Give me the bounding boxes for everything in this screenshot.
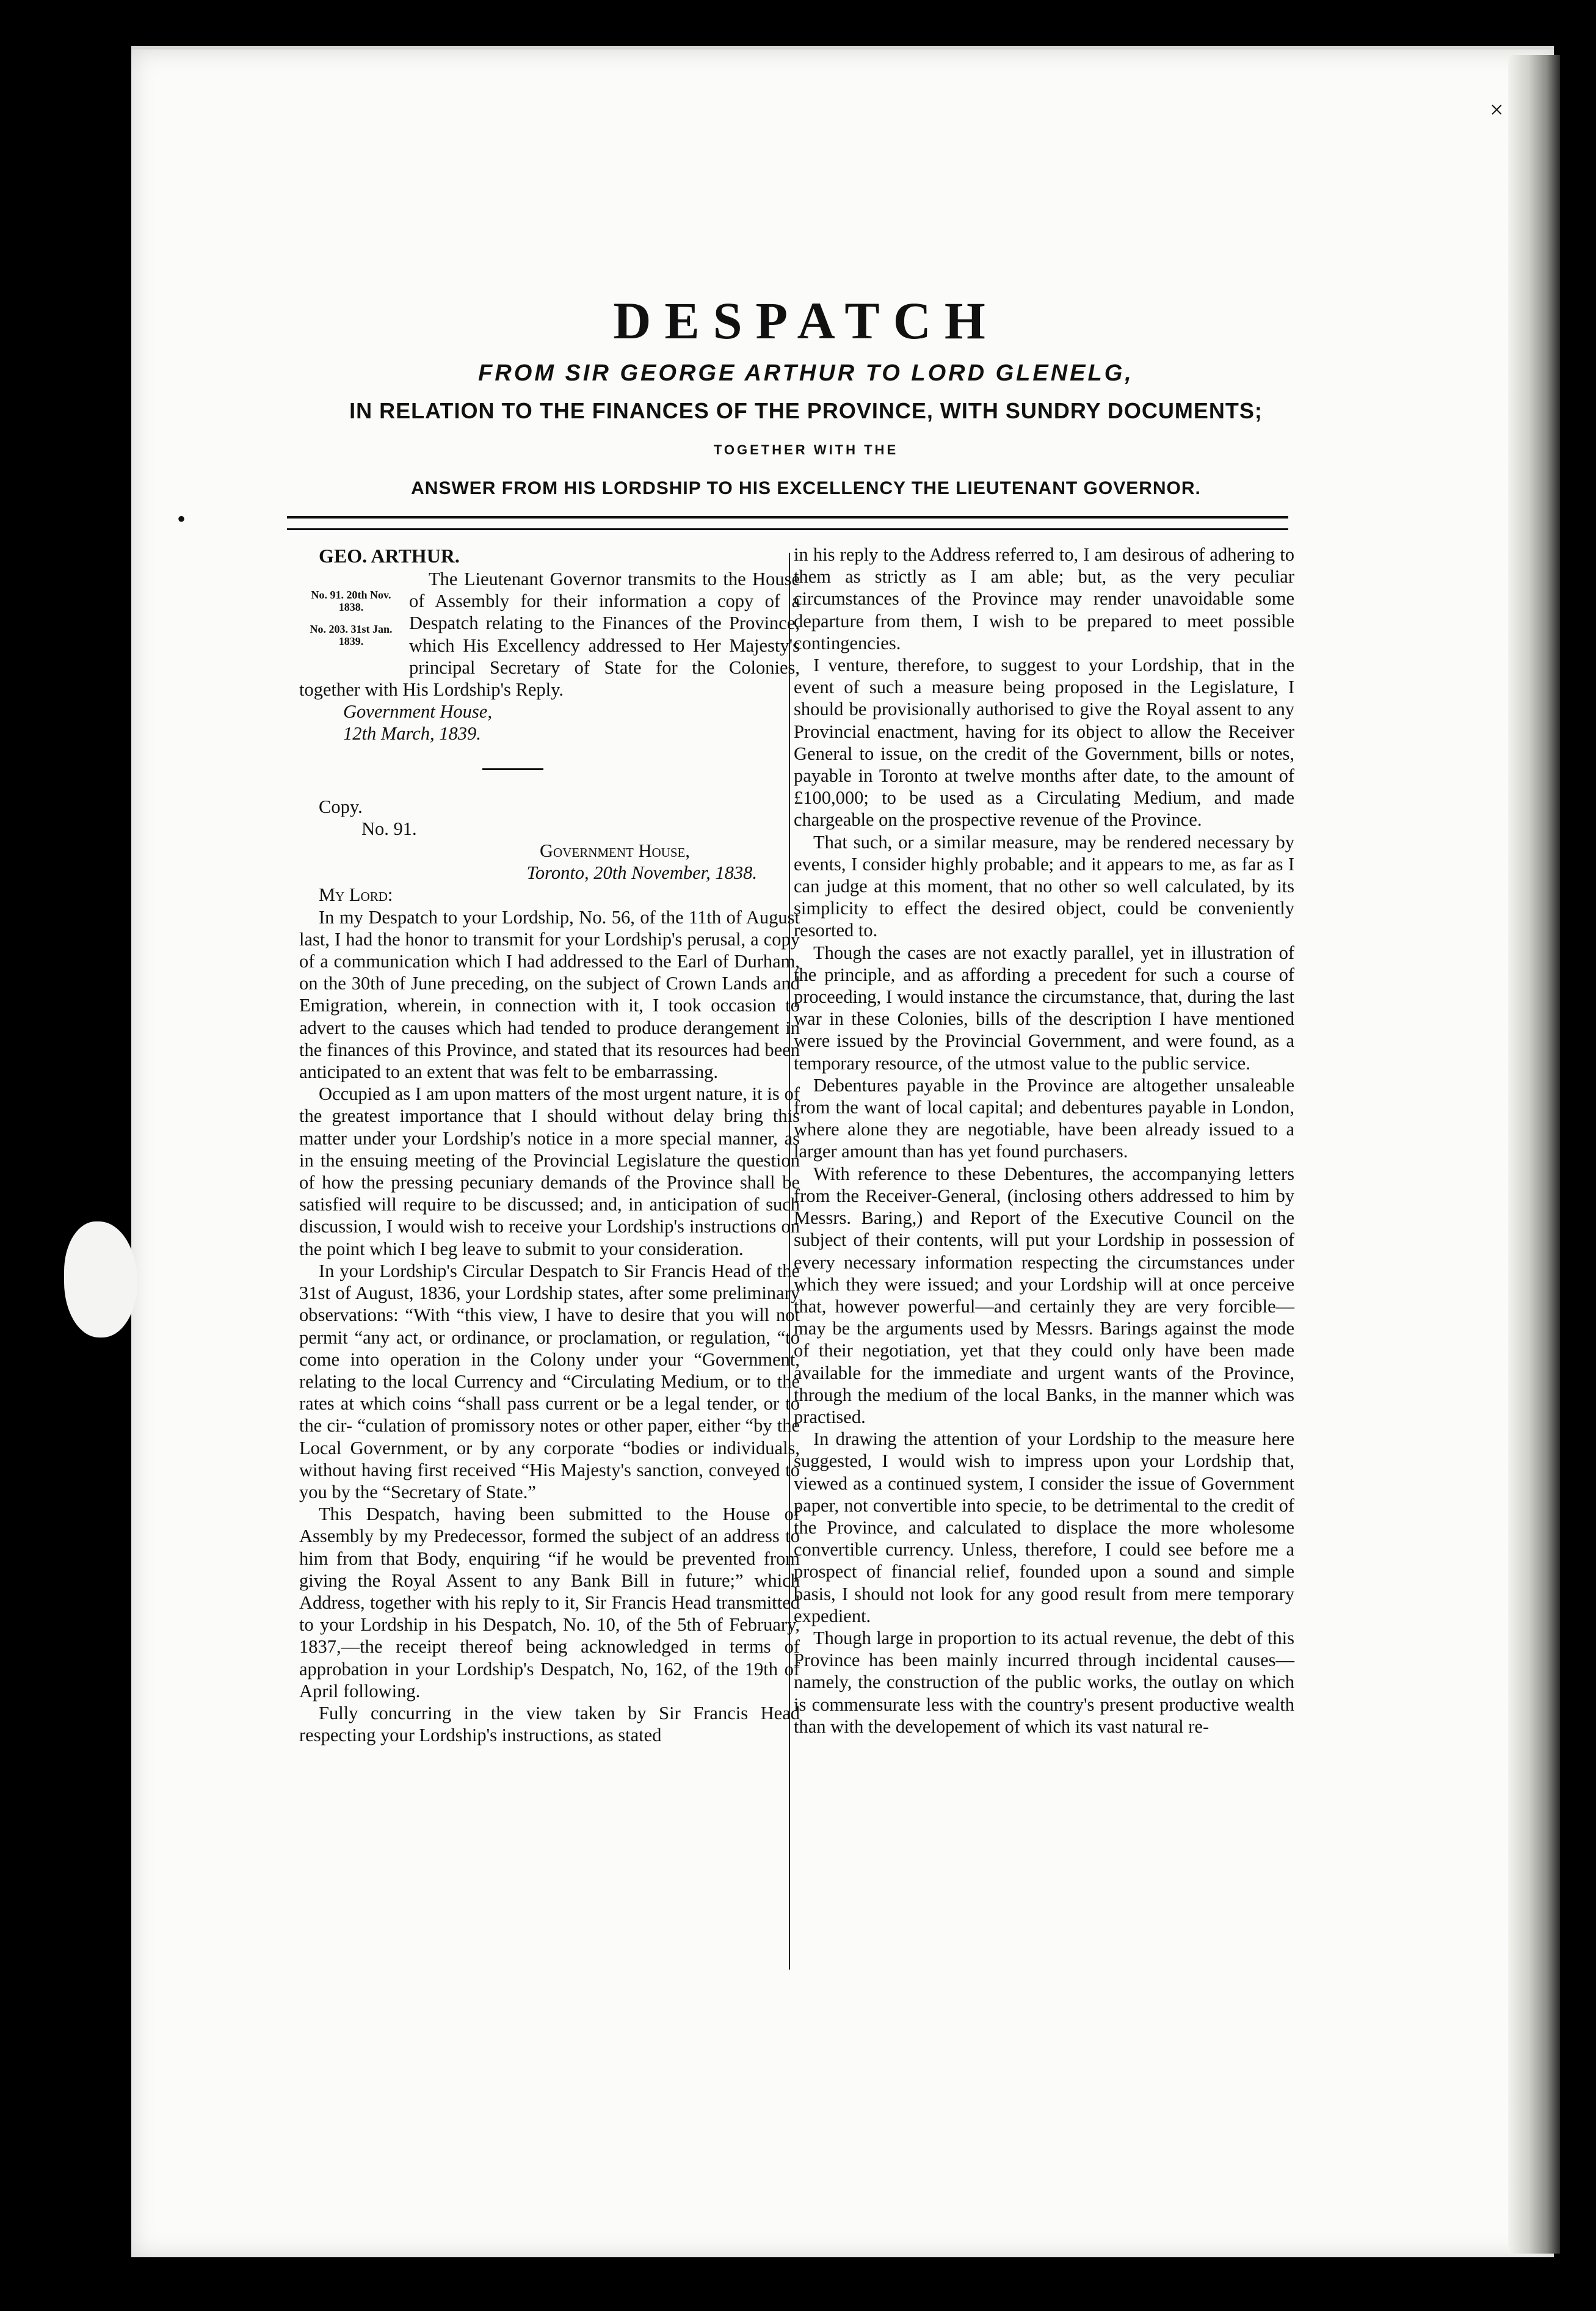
transmittal-notice: [299, 568, 800, 701]
paragraph: With reference to these Debentures, the accompanying letters from the Receiver-General, (inclosing others addressed to him by Messrs. Baring,) and Report of the Executive Council on the subject of their contents, will put your Lordship in possession of every necessary information respecting the circumstances under which they were issued; and your Lordship will at once perceive that, however powerful—and certainly they are very forcible—may be the arguments used by Messrs. Barings against the mode of their negotiation, yet that they could only have been made available for the immediate and urgent wants of the Province, through the medium of the local Banks, in the manner which was practised.: [794, 1163, 1294, 1427]
document-relation: IN RELATION TO THE FINANCES OF THE PROVINCE, WITH SUNDRY DOCUMENTS;: [349, 398, 1263, 423]
document-header: [256, 287, 1355, 507]
left-column: [299, 544, 800, 1746]
copy-label: Copy.: [319, 796, 363, 817]
paragraph: Though the cases are not exactly parallel, yet in illustration of the principle, and as affording a precedent for such a course of proceeding, I would instance the circumstance, that, during the last war in these Colonies, bills of the description I have mentioned were issued by the Provincial Government, and were found, as a temporary resource, of the utmost value to the public service.: [794, 942, 1294, 1074]
corner-ink-mark: ×: [1490, 96, 1504, 123]
paragraph: Debentures payable in the Province are altogether unsaleable from the want of local capital; and debentures payable in London, where alone they are negotiable, have been already issued to a larger amount than has yet found purchasers.: [794, 1074, 1294, 1162]
paragraph: Though large in proportion to its actual revenue, the debt of this Province has been mainly incurred through incidental causes—namely, the construction of the public works, the outlay on which is commensurate less with the country's present productive wealth than with the developement of which its vast natural re-: [794, 1627, 1294, 1737]
date-line: 12th March, 1839.: [343, 723, 481, 744]
margin-note: No. 91. 20th Nov. 1838.: [311, 589, 391, 613]
paragraph: In drawing the attention of your Lordship to the measure here suggested, I would wish to impress upon your Lordship that, viewed as a continued system, I consider the issue of Government paper, not convertible into specie, to be detrimental to the credit of the Province, and calculated to displace the more wholesome convertible currency. Unless, therefore, I could see before me a prospect of financial relief, founded upon a sound and simple basis, I should not look for any good result from mere temporary expedient.: [794, 1428, 1294, 1626]
letter-heading: Government House,: [540, 840, 690, 862]
signature: GEO. ARTHUR.: [319, 545, 460, 567]
right-column: [794, 544, 1294, 1738]
paragraph: That such, or a similar measure, may be rendered necessary by events, I consider highly probable; and it appears to me, as far as I can judge at this moment, that no other so well calculated, by its simplicity to effect the desired object, could be conveniently resorted to.: [794, 831, 1294, 941]
paragraph: In my Despatch to your Lordship, No. 56, of the 11th of August last, I had the honor to transmit for your Lordship's perusal, a copy of a communication which I had addressed to the Earl of Durham, on the 30th of June preceding, on the subject of Crown Lands and Emigration, wherein, in connection with it, I took occasion to advert to the causes which had tended to produce derangement in the finances of this Province, and stated that its resources had been anticipated to an extent that was felt to be embarrassing.: [299, 906, 800, 1083]
page-edge-shadow: [1508, 55, 1560, 2254]
paragraph: In your Lordship's Circular Despatch to Sir Francis Head of the 31st of August, 1836, your Lordship states, after some preliminary observations: “With “this view, I have to desire that you will not permit “any act, or ordinance, or proclamation, or regulation, “to come into operation in the Colony under your “Government, relating to the local Currency and “Circulating Medium, or to the rates at which coins “shall pass current or be a legal tender, or to the cir- “culation of promissory notes or other paper, either “by the Local Government, or by any corporate “bodies or individuals, without having first received “His Majesty's sanction, conveyed to you by the “Secretary of State.”: [299, 1260, 800, 1502]
header-double-rule: [287, 516, 1288, 530]
salutation: My Lord:: [319, 884, 393, 906]
paragraph: in his reply to the Address referred to, I am desirous of adhering to them as strictly as I am able; but, as the very peculiar circumstances of the Province may render unavoidable some departure from them, I wish to be prepared to meet possible contingencies.: [794, 544, 1294, 653]
paper-damage-spot: [64, 1221, 137, 1337]
section-rule: [482, 768, 543, 770]
document-together: TOGETHER WITH THE: [713, 442, 899, 457]
margin-note: No. 203. 31st Jan. 1839.: [310, 623, 393, 647]
document-answer: ANSWER FROM HIS LORDSHIP TO HIS EXCELLENCY THE LIEUTENANT GOVERNOR.: [411, 478, 1201, 498]
place-line: Government House,: [343, 701, 492, 722]
paragraph: I venture, therefore, to suggest to your Lordship, that in the event of such a measure being proposed in the Legislature, I should be provisionally authorised to give the Royal assent to any Provincial enactment, having for its object to allow the Receiver General to issue, on the credit of the Government, bills or notes, payable in Toronto at twelve months after date, to the amount of £100,000; to be used as a Circulating Medium, and made chargeable on the prospective revenue of the Province.: [794, 655, 1294, 831]
document-subtitle: FROM SIR GEORGE ARTHUR TO LORD GLENELG,: [478, 360, 1134, 386]
paragraph: Occupied as I am upon matters of the most urgent nature, it is of the greatest importance that I should without delay bring this matter under your Lordship's notice in a more special manner, as in the ensuing meeting of the Provincial Legislature the question of how the pressing pecuniary demands of the Province shall be satisfied will require to be discussed; and, in anticipation of such discussion, I would wish to receive your Lordship's instructions on the point which I beg leave to submit to your consideration.: [299, 1083, 800, 1259]
transmittal-text: The Lieutenant Governor transmits to the House of Assembly for their information a copy of a Despatch relating to the Finances of the Province, which His Excellency addressed to Her Majesty's principal Secretary of State for the Colonies, together with His Lordship's Reply.: [299, 569, 800, 701]
paragraph: Fully concurring in the view taken by Sir Francis Head respecting your Lordship's instructions, as stated: [299, 1702, 800, 1746]
stray-ink-mark: •: [177, 505, 186, 533]
margin-notes: [299, 589, 403, 657]
paragraph: This Despatch, having been submitted to the House of Assembly by my Predecessor, formed the subject of an address to him from that Body, enquiring “if he would be prevented from giving the Royal Assent to any Bank Bill in future;” which Address, together with his reply to it, Sir Francis Head transmitted to your Lordship in his Despatch, No. 10, of the 5th of February, 1837,—the receipt thereof being acknowledged in terms of approbation in your Lordship's Despatch, No, 162, of the 19th of April following.: [299, 1504, 800, 1701]
letter-date: Toronto, 20th November, 1838.: [526, 862, 757, 884]
document-title: DESPATCH: [613, 291, 999, 350]
despatch-number: No. 91.: [361, 818, 417, 839]
